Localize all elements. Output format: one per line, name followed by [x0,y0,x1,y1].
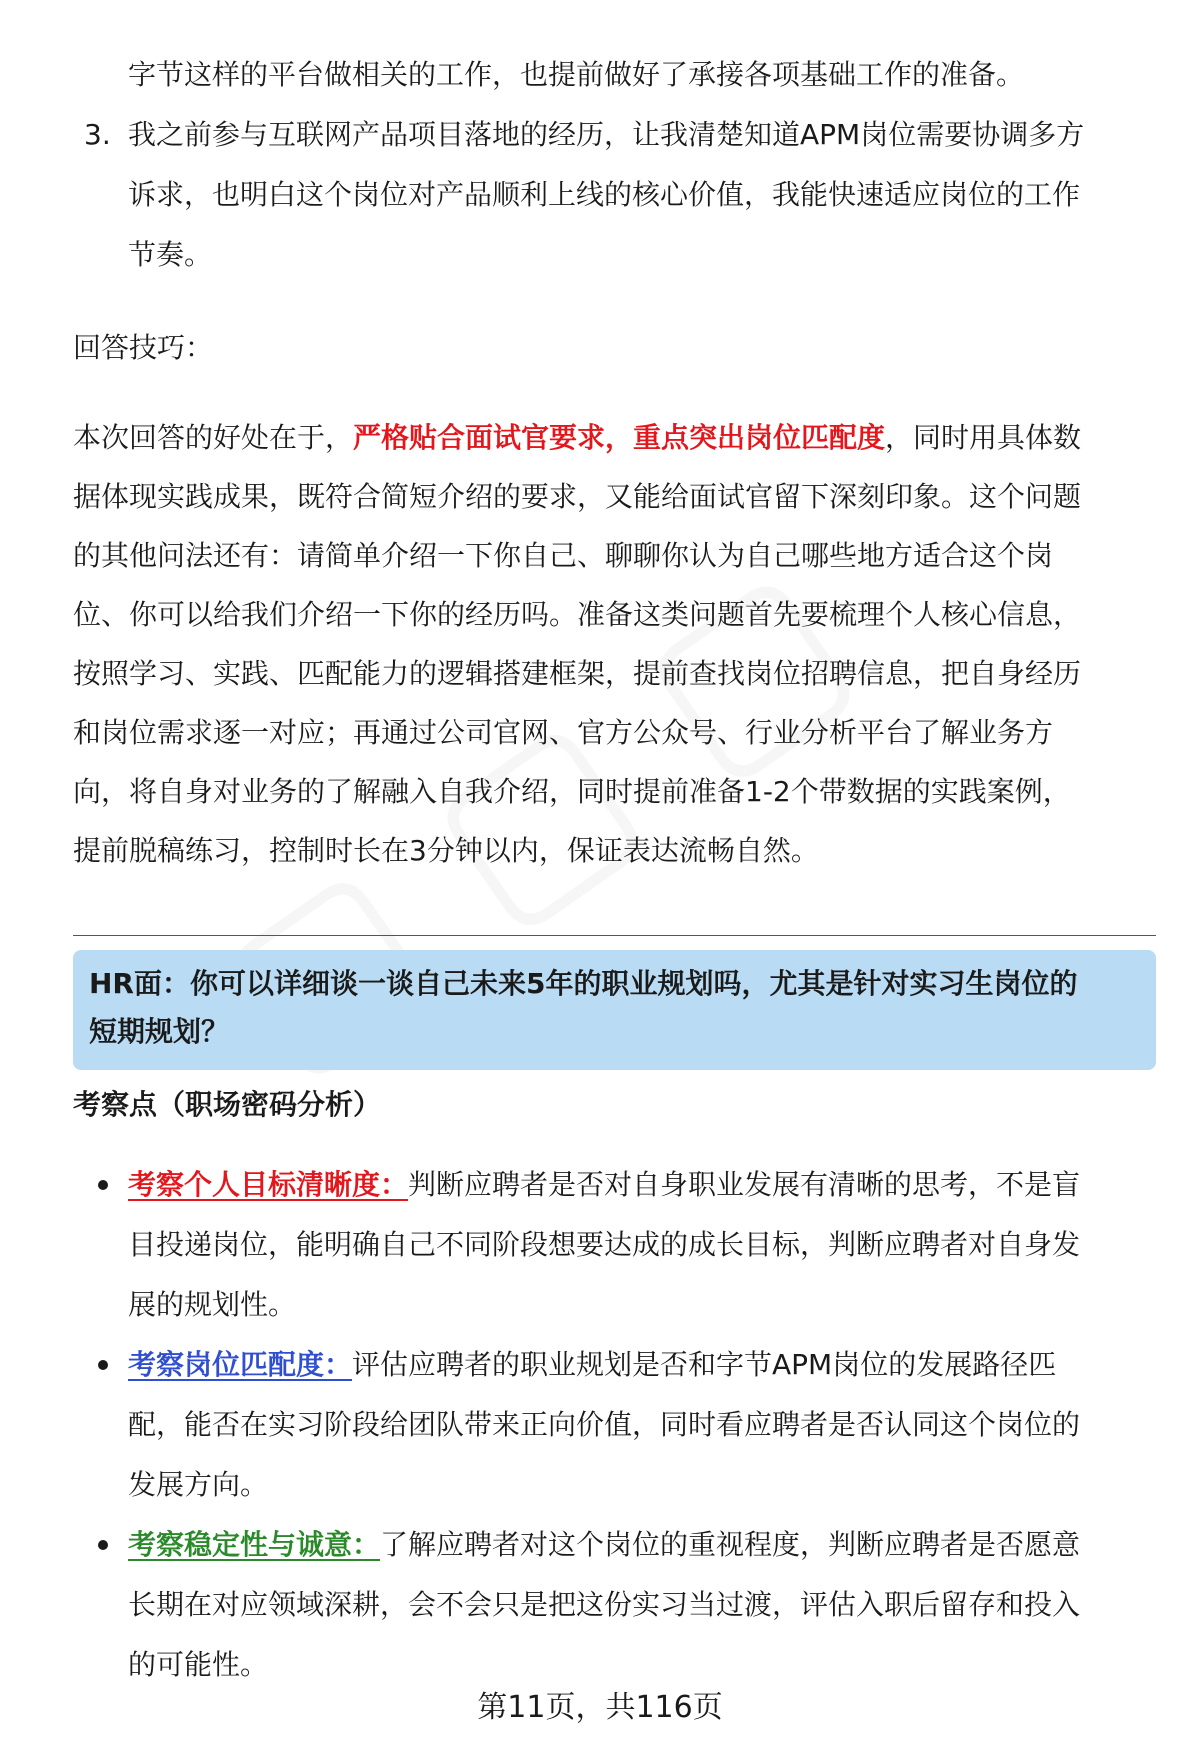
bullet-2 [98,1360,108,1370]
tips-line-3: 的其他问法还有：请简单介绍一下你自己、聊聊你认为自己哪些地方适合这个岗 [73,539,1054,572]
analysis-item-2-label: 考察岗位匹配度： [128,1348,353,1381]
tips-line-1 [73,418,1081,458]
question-line-1: HR面：你可以详细谈一谈自己未来5年的职业规划吗，尤其是针对实习生岗位的 [89,967,1078,1000]
list-item-3-line-1: 我之前参与互联网产品项目落地的经历，让我清楚知道APM岗位需要协调多方 [128,118,1085,151]
tips-line-5: 按照学习、实践、匹配能力的逻辑搭建框架，提前查找岗位招聘信息，把自身经历 [73,657,1082,690]
bullet-1 [98,1180,108,1190]
tips-line-2: 据体现实践成果，既符合简短介绍的要求，又能给面试官留下深刻印象。这个问题 [73,480,1082,513]
analysis-item-1-text: 判断应聘者是否对自身职业发展有清晰的思考，不是盲 [408,1168,1081,1201]
section-divider [73,935,1156,936]
page-number: 第11页，共116页 [477,1690,723,1725]
list-number-3: 3. [84,118,111,151]
analysis-item-2-line-1 [128,1345,1056,1385]
analysis-item-2-line-2: 配，能否在实习阶段给团队带来正向价值，同时看应聘者是否认同这个岗位的 [128,1408,1081,1441]
question-callout [73,950,1156,1070]
tips-line-4: 位、你可以给我们介绍一下你的经历吗。准备这类问题首先要梳理个人核心信息， [73,598,1082,631]
list-item-3-line-2: 诉求，也明白这个岗位对产品顺利上线的核心价值，我能快速适应岗位的工作 [128,178,1081,211]
analysis-item-3-line-1 [128,1525,1080,1565]
list-item-2-continuation: 字节这样的平台做相关的工作，也提前做好了承接各项基础工作的准备。 [128,58,1025,91]
analysis-item-1-label: 考察个人目标清晰度： [128,1168,409,1201]
tips-heading: 回答技巧： [73,331,214,364]
tips-line-8: 提前脱稿练习，控制时长在3分钟以内，保证表达流畅自然。 [73,834,819,867]
tips-line-6: 和岗位需求逐一对应；再通过公司官网、官方公众号、行业分析平台了解业务方 [73,716,1054,749]
analysis-item-3-line-3: 的可能性。 [128,1648,269,1681]
tips-line-1-post: ，同时用具体数 [885,421,1082,454]
analysis-item-3-text: 了解应聘者对这个岗位的重视程度，判断应聘者是否愿意 [380,1528,1081,1561]
analysis-item-2-line-3: 发展方向。 [128,1468,269,1501]
analysis-item-1-line-2: 目投递岗位，能明确自己不同阶段想要达成的成长目标，判断应聘者对自身发 [128,1228,1081,1261]
bullet-3 [98,1540,108,1550]
question-line-2: 短期规划？ [89,1015,230,1048]
tips-line-1-pre: 本次回答的好处在于， [73,421,354,454]
analysis-heading: 考察点（职场密码分析） [73,1088,382,1121]
analysis-item-2-text: 评估应聘者的职业规划是否和字节APM岗位的发展路径匹 [352,1348,1057,1381]
analysis-item-1-line-1 [128,1165,1080,1205]
tips-emphasis: 严格贴合面试官要求，重点突出岗位匹配度 [353,421,886,454]
analysis-item-1-line-3: 展的规划性。 [128,1288,297,1321]
tips-line-7: 向，将自身对业务的了解融入自我介绍，同时提前准备1-2个带数据的实践案例， [73,775,1071,808]
analysis-item-3-label: 考察稳定性与诚意： [128,1528,381,1561]
list-item-3-line-3: 节奏。 [128,238,213,271]
analysis-item-3-line-2: 长期在对应领域深耕，会不会只是把这份实习当过渡，评估入职后留存和投入 [128,1588,1081,1621]
